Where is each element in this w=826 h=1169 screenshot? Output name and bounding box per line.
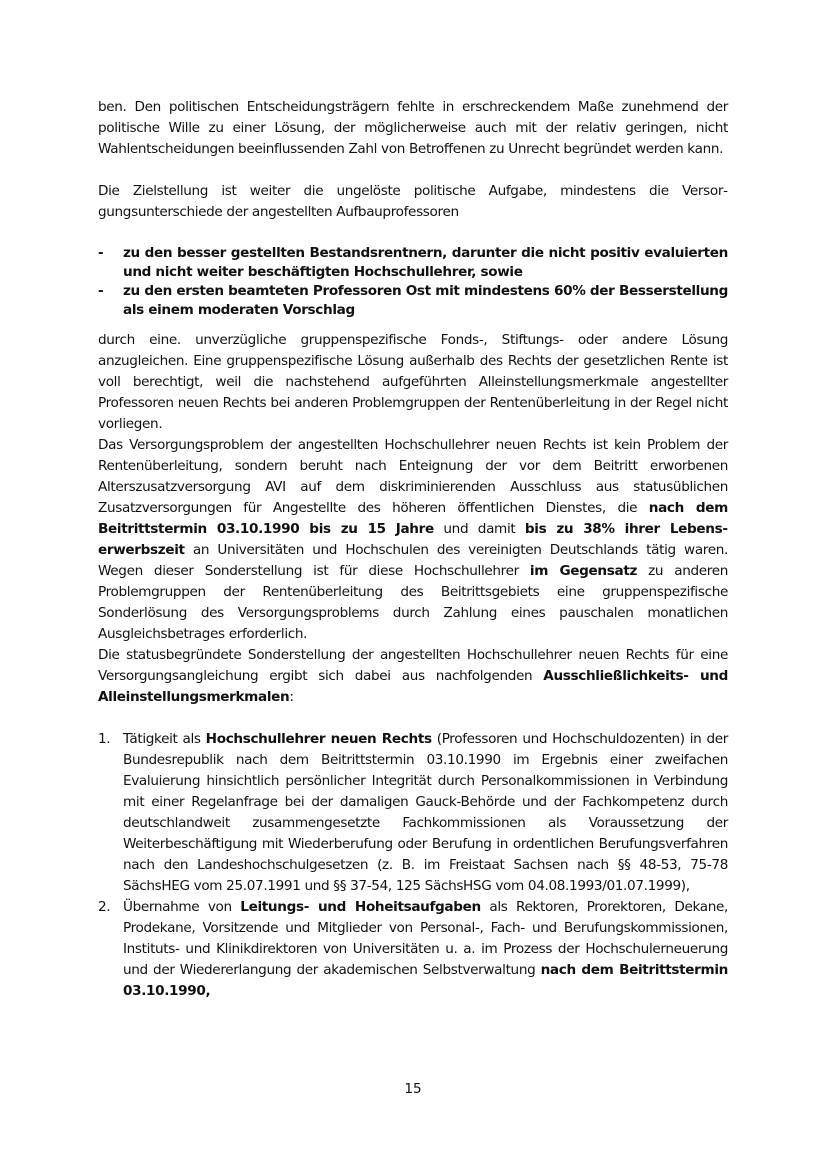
list-marker: 2. — [98, 899, 111, 915]
bold-phrase: Leitungs- und Hoheitsaufgaben — [240, 899, 481, 915]
paragraph-solution: durch eine. unverzügliche gruppenspezifische Fonds-, Stiftungs- oder andere Lösung anzugleichen. Eine gruppenspezifische Lösung außerhalb des Rechts der gesetzlichen Rente ist voll berechtigt, weil die nachstehend aufgeführten Alleinstellungsmerkmale angestellter Professoren neuen Rechts bei anderen Problemgruppen der Rentenüberleitung in der Regel nicht vorliegen. — [98, 332, 728, 432]
list-item-text: zu den besser gestellten Bestandsrentnern, darunter die nicht positiv evaluierten und nicht weiter beschäftigten Hochschullehrer, sowie — [123, 245, 728, 280]
list-marker: - — [98, 245, 104, 261]
list-marker: - — [98, 283, 104, 299]
bold-phrase: nach dem Beitrittstermin 03.10.1990, — [123, 962, 728, 999]
list-marker: 1. — [98, 731, 111, 747]
list-item — [98, 244, 728, 282]
paragraph-problem: Das Versorgungsproblem der angestellten Hochschullehrer neuen Rechts ist kein Problem der Rentenüberleitung, sondern beruht nach Enteignung der vor dem Beitritt erworbenen Alterszusatzversorgung AVI auf dem diskriminierenden Ausschluss aus statusüblichen Zusatzversorgungen für Angestellte des höheren öffentlichen Dienstes, die nach dem Beitrittstermin 03.10.1990 bis zu 15 Jahre und damit bis zu 38% ihrer Lebenserwerbszeit an Universitäten und Hochschulen des vereinigten Deutschlands tätig waren. Wegen dieser Sonderstellung ist für diese Hochschullehrer im Gegensatz zu anderen Problemgruppen der Rentenüberleitung des Beitrittsgebiets eine gruppenspezifische Sonderlösung des Versorgungsproblems durch Zahlung eines pauschalen monatlichen Ausgleichsbetrages erforderlich. — [98, 437, 728, 642]
bold-phrase: nach dem Beitrittstermin 03.10.1990 bis zu 15 Jahre — [98, 500, 728, 537]
dash-list — [98, 244, 728, 320]
paragraph-goal: Die Zielstellung ist weiter die ungelöste politische Aufgabe, mindestens die Versorgungsunterschiede der angestellten Aufbauprofessoren — [98, 183, 728, 220]
list-item: 2. Übernahme von Leitungs- und Hoheitsaufgaben als Rektoren, Prorektoren, Dekane, Prodekane, Vorsitzende und Mitglieder von Personal-, Fach- und Berufungskommissionen, Instituts- und Klinikdirektoren von Universitäten u. a. im Prozess der Hochschulerneuerung und der Wiedererlangung der akademischen Selbstverwaltung nach dem Beitrittstermin 03.10.1990, — [98, 899, 728, 999]
list-item: 1. Tätigkeit als Hochschullehrer neuen Rechts (Professoren und Hochschuldozenten) in der Bundesrepublik nach dem Beitrittstermin 03.10.1990 im Ergebnis einer zweifachen Evaluierung hinsichtlich persönlicher Integrität durch Personalkommissionen in Verbindung mit einer Regelanfrage bei der damaligen Gauck-Behörde und der Fachkompetenz durch deutschlandweit zusammengesetzte Fachkommissionen als Voraussetzung der Weiterbeschäftigung mit Wiederberufung oder Berufung in ordentlichen Berufungsverfahren nach den Landeshochschulgesetzen (z. B. im Freistaat Sachsen nach §§ 48-53, 75-78 SächsHEG vom 25.07.1991 und §§ 37-54, 125 SächsHSG vom 04.08.1993/01.07.1999), — [98, 731, 728, 894]
bold-phrase: Ausschließlichkeits- und Alleinstellungsmerkmalen — [98, 668, 728, 705]
paragraph-status: Die statusbegründete Sonderstellung der angestellten Hochschullehrer neuen Rechts für eine Versorgungsangleichung ergibt sich dabei aus nachfolgenden Ausschließlichkeits- und Alleinstellungsmerkmalen: — [98, 647, 728, 705]
bold-phrase: Hochschullehrer neuen Rechts — [205, 731, 432, 747]
paragraph-intro: ben. Den politischen Entscheidungsträgern fehlte in erschreckendem Maße zunehmend der politische Wille zu einer Lösung, der möglicherweise auch mit der relativ geringen, nicht Wahlentscheidungen beeinflussenden Zahl von Betroffenen zu Unrecht begründet werden kann. — [98, 99, 728, 157]
page-number: 15 — [404, 1081, 422, 1097]
numbered-list — [98, 729, 728, 1002]
bold-phrase: bis zu 38% ihrer Lebenserwerbszeit — [98, 521, 728, 558]
document-page — [98, 97, 728, 1002]
bold-phrase: im Gegensatz — [529, 563, 638, 579]
list-item — [98, 282, 728, 320]
list-item-text: zu den ersten beamteten Professoren Ost mit mindestens 60% der Besserstellung als einem moderaten Vorschlag — [123, 283, 728, 318]
